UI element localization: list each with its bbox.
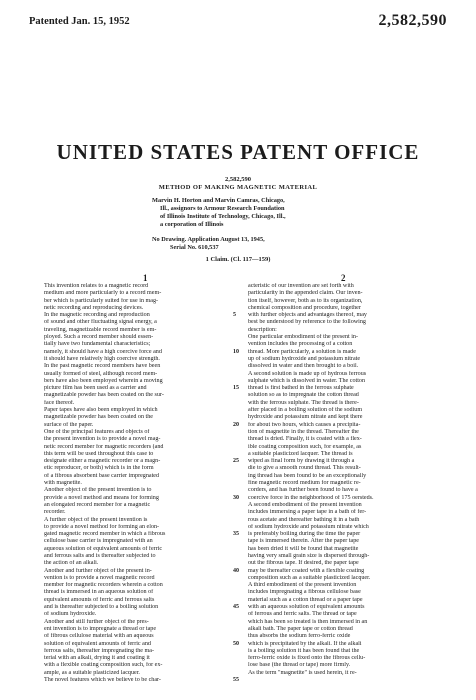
text-line: traveling, magnetizable record member is em-	[44, 326, 157, 333]
invention-title: METHOD OF MAKING MAGNETIC MATERIAL	[158, 184, 318, 191]
text-line: an elongated record member for a magnetic	[44, 501, 151, 508]
text-line: ferrous salts, thereafter impregnating the ma-	[44, 647, 154, 654]
filing-block	[152, 236, 312, 252]
text-line: aqueous solution of equivalent amounts of ferric	[44, 545, 163, 552]
text-line: rous acetate and thereafter bathing it in a bath	[248, 516, 360, 523]
text-line: may be thereafter coated with a flexible coating	[248, 567, 365, 574]
column-number-left: 1	[143, 273, 148, 283]
text-line: with the ferrous sulphate. The thread is there-	[248, 399, 359, 406]
text-line: after placed in a boiling solution of the sodium	[248, 407, 363, 414]
text-line: with a flexible coating composition such, for ex-	[44, 662, 163, 669]
inventor-line: a corporation of Illinois	[160, 221, 224, 228]
text-line: wiped as final form by drawing it through a	[248, 458, 355, 465]
text-line: solution of equivalent amounts of ferric and	[44, 640, 151, 647]
text-line: Paper tapes have also been employed in which	[44, 407, 158, 414]
text-line: In the past magnetic record members have been	[44, 363, 161, 370]
text-line: Another object of the present invention is to	[44, 487, 152, 494]
text-line: tion itself, however, both as to its organization,	[248, 297, 363, 304]
text-line: usually formed of steel, although record mem-	[44, 370, 158, 377]
text-line: to provide a novel method for forming an elon-	[44, 523, 160, 530]
text-line: ing thread has been found to be an exceptionally	[248, 472, 367, 479]
text-line: namely, it should have a high coercive force and	[44, 348, 162, 355]
text-line: out the fibrous tape. If desired, the paper tape	[248, 560, 359, 567]
text-line: coercive force in the neighborhood of 175 oersteds.	[248, 494, 374, 501]
text-line: terial with an alkali, drying it and coating it	[44, 655, 150, 662]
text-line: As the term "magnetite" is used herein, it re-	[248, 669, 357, 676]
inventor-line: Ill., assignors to Armour Research Foundation	[160, 205, 285, 212]
text-line: of fibrous cellulose material with an aqueous	[44, 633, 154, 640]
text-line: particularity in the appended claim. Our inven-	[248, 290, 363, 297]
text-line: member for magnetic recorders wherein a cotton	[44, 582, 163, 589]
text-line: tape is immersed therein. After the paper tape	[248, 538, 359, 545]
margin-line-number: 55	[233, 677, 239, 684]
text-line: a suitable plasticized lacquer. The thread is	[248, 450, 353, 457]
margin-line-number: 15	[233, 385, 239, 392]
text-line: ent invention is to impregnate a thread or tape	[44, 625, 157, 632]
text-line: it should have relatively high coercive strength.	[44, 355, 160, 362]
text-line: and is thereafter subjected to a boiling solution	[44, 604, 159, 611]
text-line: One of the principal features and objects of	[44, 428, 150, 435]
text-line: dissolved in water and then brought to a boil.	[248, 363, 359, 370]
text-line: picture film has been used as a carrier and	[44, 385, 147, 392]
text-line: solution so as to impregnate the cotton thread	[248, 392, 359, 399]
text-line: ample, as a suitable plasticized lacquer.	[44, 669, 140, 676]
margin-line-number: 10	[233, 348, 239, 355]
inventor-line: of Illinois Institute of Technology, Chicago, Ill.,	[160, 213, 286, 220]
text-line: acteristic of our invention are set forth with	[248, 283, 354, 289]
text-line: In the magnetic recording and reproduction	[44, 312, 150, 319]
text-line: has been dried it will be found that magnetite	[248, 545, 359, 552]
document-title: UNITED STATES PATENT OFFICE	[56, 140, 420, 164]
text-line: surface of the paper.	[44, 421, 94, 428]
text-line: The novel features which we believe to be char-	[44, 677, 161, 684]
text-line: ployed. Such a record member should essen-	[44, 334, 154, 341]
text-line: material such as a cotton thread or a paper tape	[248, 596, 363, 603]
filing-line: No Drawing. Application August 13, 1945,	[152, 236, 265, 243]
text-line: designate either a magnetic recorder or a magn-	[44, 458, 161, 465]
text-line: equivalent amounts of ferric and ferrous salts	[44, 596, 155, 603]
text-line: fine magnetic record medium for magnetic re-	[248, 480, 361, 487]
text-line: magnetizable powder has been coated on the	[44, 414, 153, 421]
text-line: with further objects and advantages thereof, may	[248, 312, 367, 319]
text-line: netic record member for magnetic recorders (and	[44, 443, 164, 450]
text-line: A third embodiment of the present invention	[248, 582, 357, 589]
text-line: Another and further object of the present in-	[44, 567, 152, 574]
text-line: and ferrous salts and is thereafter subjected to	[44, 552, 156, 559]
text-line: of a fibrous absorbent base carrier impregnated	[44, 472, 160, 479]
text-line: bers have also been employed wherein a moving	[44, 377, 163, 384]
text-line: ber which is particularly suited for use in mag-	[44, 297, 159, 304]
margin-line-number: 30	[233, 494, 239, 501]
margin-line-number: 5	[233, 312, 236, 319]
text-line: vention includes the processing of a cotton	[248, 341, 353, 348]
text-line: A further object of the present invention is	[44, 516, 148, 523]
text-line: One particular embodiment of the present in-	[248, 334, 358, 341]
text-line: this term will be used throughout this case to	[44, 450, 154, 457]
text-line: of ferrous and ferric salts. The thread or tape	[248, 611, 357, 618]
text-line: thread is dried. Finally, it is coated with a flex-	[248, 436, 362, 443]
filing-line: Serial No. 610,537	[170, 244, 219, 251]
margin-line-number: 25	[233, 458, 239, 465]
text-line: thread is first bathed in the ferrous sulphate	[248, 385, 354, 392]
patent-number-line: 2,582,590	[225, 176, 251, 183]
text-line: alkali bath. The paper tape or cotton thread	[248, 625, 353, 632]
text-line: best be understood by reference to the following	[248, 319, 366, 326]
inventor-line: Marvin H. Horton and Marvin Camras, Chicago,	[152, 197, 285, 204]
text-line: the action of an alkali.	[44, 560, 99, 567]
text-line: ible coating composition such, for example, as	[248, 443, 362, 450]
text-line: This invention relates to a magnetic record	[44, 283, 149, 289]
text-line: die to give a smooth round thread. This result-	[248, 465, 361, 472]
text-line: sulphate which is dissolved in water. The cotton	[248, 377, 366, 384]
text-line: face thereof.	[44, 399, 75, 406]
margin-line-number: 50	[233, 640, 239, 647]
text-line: vention is to provide a novel magnetic record	[44, 574, 155, 581]
text-line: netic recording and reproducing devices.	[44, 304, 144, 311]
text-line: the present invention is to provide a novel mag-	[44, 436, 161, 443]
text-line: having very small grain size is dispersed through-	[248, 552, 370, 559]
text-line: is preferably boiling during the time the paper	[248, 531, 361, 538]
text-line: magnetizable powder has been coated on the sur-	[44, 392, 164, 399]
text-line: tially have two fundamental characteristics;	[44, 341, 151, 348]
text-line: of sodium hydroxide and potassium nitrate which	[248, 523, 369, 530]
right-text-column	[248, 283, 434, 677]
text-line: thus absorbs the sodium ferro-ferric oxide	[248, 633, 351, 640]
text-line: A second embodiment of the present invention	[248, 501, 362, 508]
margin-line-number: 35	[233, 531, 239, 538]
text-line: hydroxide and potassium nitrate and kept there	[248, 414, 363, 421]
text-line: for about two hours, which causes a precipita-	[248, 421, 361, 428]
text-line: gated magnetic record member in which a fibrous	[44, 531, 166, 538]
margin-line-number: 40	[233, 567, 239, 574]
text-line: is a boiling solution it has been found that the	[248, 647, 360, 654]
margin-line-number: 20	[233, 421, 239, 428]
left-text-column	[44, 283, 230, 684]
text-line: etic reproducer, or both) which is in the form	[44, 465, 154, 472]
patent-number-header: 2,582,590	[378, 12, 447, 29]
margin-line-number: 45	[233, 604, 239, 611]
inventors-block	[152, 197, 312, 229]
text-line: composition such as a suitable plasticized lacquer.	[248, 574, 371, 581]
text-line: with an aqueous solution of equivalent amounts	[248, 604, 365, 611]
column-number-right: 2	[341, 273, 346, 283]
text-line: which has been so treated is then immersed in an	[248, 618, 368, 625]
text-line: ferro-ferric oxide is fixed onto the fibrous cellu-	[248, 655, 366, 662]
patent-date: Patented Jan. 15, 1952	[29, 16, 130, 27]
text-line: of sound and other fluctuating signal energy, a	[44, 319, 157, 326]
text-line: cellulose base carrier is impregnated with an	[44, 538, 153, 545]
text-line: up of sodium hydroxide and potassium nitrate	[248, 355, 361, 362]
text-line: tion of magnetite in the thread. Thereafter the	[248, 428, 359, 435]
text-line: Another and still further object of the pres-	[44, 618, 149, 625]
text-line: lose base (the thread or tape) more firmly.	[248, 662, 351, 669]
text-line: corders, and has further been found to have a	[248, 487, 358, 494]
text-line: with magnetite.	[44, 480, 82, 487]
text-line: provide a novel method and means for forming	[44, 494, 159, 501]
text-line: of sodium hydroxide.	[44, 611, 97, 618]
text-line: includes immersing a paper tape in a bath of fer-	[248, 509, 367, 516]
text-line: includes impregnating a fibrous cellulose base	[248, 589, 361, 596]
text-line: description:	[248, 326, 277, 333]
claim-line: 1 Claim. (Cl. 117—159)	[205, 256, 271, 263]
text-line: chemical composition and procedure, together	[248, 304, 361, 311]
text-line: medium and more particularly to a record mem-	[44, 290, 162, 297]
text-line: A second solution is made up of hydrous ferrous	[248, 370, 367, 377]
text-line: which is precipitated by the alkali. If the alkali	[248, 640, 362, 647]
text-line: thread. More particularly, a solution is made	[248, 348, 356, 355]
text-line: recorder.	[44, 509, 66, 516]
text-line: thread is immersed in an aqueous solution of	[44, 589, 154, 596]
